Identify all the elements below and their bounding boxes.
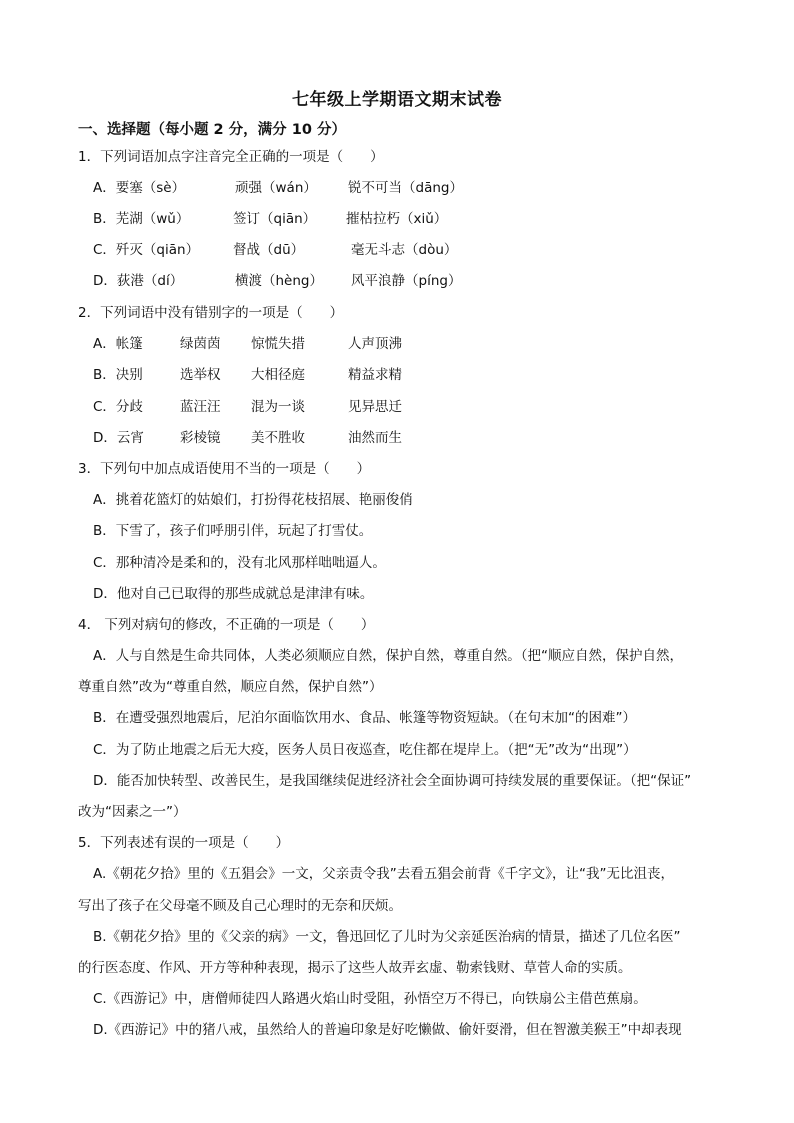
option-text: 锐不可当（dāng） (348, 180, 463, 196)
option-text: A．要塞（sè） (93, 180, 186, 196)
option-text: 选举权 (180, 367, 221, 383)
option-text: 惊慌失措 (251, 336, 305, 352)
option-text: 精益求精 (348, 367, 402, 383)
question-2-stem: 2．下列词语中没有错别字的一项是（ ） (78, 305, 344, 321)
question-4-option-c: C．为了防止地震之后无大疫，医务人员日夜巡查，吃住都在堤岸上。（把“无”改为“出现”） (93, 742, 637, 758)
question-3-option-d: D．他对自己已取得的那些成就总是津津有味。 (93, 586, 374, 602)
question-3-option-c: C．那种清冷是柔和的，没有北风那样咄咄逼人。 (93, 555, 386, 571)
option-text: B．决别 (93, 367, 143, 383)
option-text: 油然而生 (348, 430, 402, 446)
option-text: 签订（qiān） (233, 211, 317, 227)
question-3-option-a: A．挑着花篮灯的姑娘们，打扮得花枝招展、艳丽俊俏 (93, 492, 413, 508)
section-heading: 一、选择题（每小题 2 分，满分 10 分） (78, 122, 346, 138)
question-5-option-a-cont: 写出了孩子在父母毫不顾及自己心理时的无奈和厌烦。 (78, 898, 402, 914)
option-text: 毫无斗志（dòu） (351, 242, 458, 258)
option-text: 顽强（wán） (235, 180, 317, 196)
option-text: 见异思迁 (348, 399, 402, 415)
option-text: B．芜湖（wǔ） (93, 211, 190, 227)
question-5-option-b: B.《朝花夕拾》里的《父亲的病》一文，鲁迅回忆了儿时为父亲延医治病的情景，描述了几位名医” (93, 929, 681, 945)
question-4-option-b: B．在遭受强烈地震后，尼泊尔面临饮用水、食品、帐篷等物资短缺。（在句末加“的困难”） (93, 710, 636, 726)
question-4-option-a: A．人与自然是生命共同体，人类必须顺应自然，保护自然，尊重自然。（把“顺应自然，保护自然， (93, 648, 683, 664)
option-text: 督战（dū） (233, 242, 305, 258)
option-text: 混为一谈 (251, 399, 305, 415)
option-text: 大相径庭 (251, 367, 305, 383)
question-5-option-b-cont: 的行医态度、作风、开方等种种表现，揭示了这些人故弄玄虚、勒索钱财、草菅人命的实质。 (78, 960, 632, 976)
exam-title: 七年级上学期语文期末试卷 (292, 90, 502, 110)
question-5-stem: 5．下列表述有误的一项是（ ） (78, 835, 290, 851)
option-text: A．帐篷 (93, 336, 143, 352)
option-text: D．荻港（dí） (93, 273, 184, 289)
option-text: 蓝汪汪 (180, 399, 221, 415)
option-text: 人声顶沸 (348, 336, 402, 352)
option-text: D．云宵 (93, 430, 144, 446)
option-text: 彩棱镜 (180, 430, 221, 446)
question-4-option-d: D．能否加快转型、改善民生，是我国继续促进经济社会全面协调可持续发展的重要保证。（把“保证” (93, 773, 692, 789)
question-5-option-a: A.《朝花夕拾》里的《五猖会》一文，父亲责令我”去看五猖会前背《千字文》，让“我”无比沮丧， (93, 866, 675, 882)
question-5-option-c: C.《西游记》中，唐僧师徒四人路遇火焰山时受阻，孙悟空万不得已，向铁扇公主借芭蕉扇。 (93, 991, 647, 1007)
option-text: 摧枯拉朽（xiǔ） (346, 211, 448, 227)
question-3-stem: 3．下列句中加点成语使用不当的一项是（ ） (78, 461, 371, 477)
question-4-stem: 4． 下列对病句的修改，不正确的一项是（ ） (78, 617, 375, 633)
question-1-stem: 1．下列词语加点字注音完全正确的一项是（ ） (78, 149, 384, 165)
option-text: 绿茵茵 (180, 336, 221, 352)
option-text: C．歼灭（qiān） (93, 242, 200, 258)
option-text: C．分歧 (93, 399, 143, 415)
option-text: 横渡（hèng） (235, 273, 323, 289)
question-3-option-b: B．下雪了，孩子们呼朋引伴，玩起了打雪仗。 (93, 523, 373, 539)
question-4-option-a-cont: 尊重自然”改为“尊重自然，顺应自然，保护自然”） (78, 679, 383, 695)
option-text: 风平浪静（píng） (351, 273, 462, 289)
option-text: 美不胜收 (251, 430, 305, 446)
question-5-option-d: D.《西游记》中的猪八戒，虽然给人的普遍印象是好吃懒做、偷奸耍滑，但在智激美猴王”中却表现 (93, 1022, 682, 1038)
question-4-option-d-cont: 改为“因素之一”） (78, 804, 187, 820)
